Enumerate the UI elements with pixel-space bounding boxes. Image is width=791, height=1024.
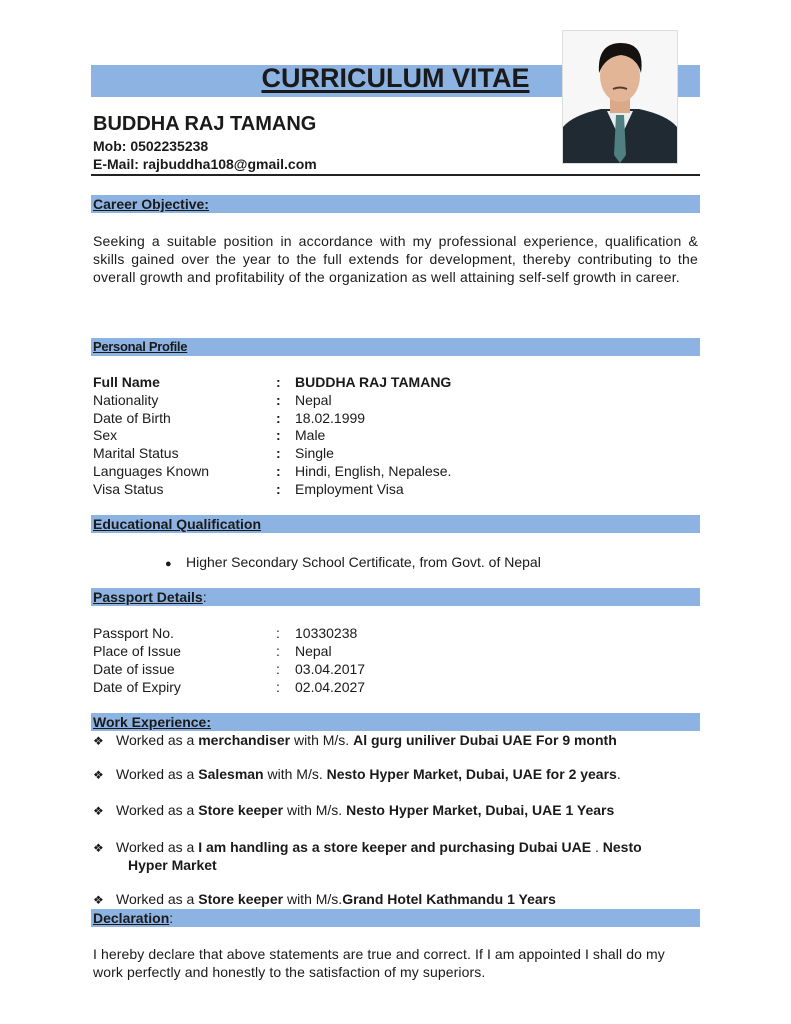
work-company: Hyper Market [128, 857, 217, 873]
profile-label: Visa Status [93, 481, 164, 497]
passport-heading-text: Passport Details [93, 589, 203, 605]
passport-label: Place of Issue [93, 643, 181, 659]
education-text: Higher Secondary School Certificate, from Govt. of Nepal [186, 554, 541, 570]
profile-value: Male [295, 427, 326, 443]
passport-heading [93, 588, 207, 606]
work-item [93, 766, 703, 784]
career-objective-text: Seeking a suitable position in accordance with my professional experience, qualification & skills gained over the year to the full extends for development, thereby contributing to the overall growth and profitability of the organization as well attaining self-self growth in career. [93, 233, 698, 285]
work-text: Worked as a [116, 839, 199, 855]
work-text: Worked as a [116, 891, 199, 907]
work-role: Salesman [198, 766, 264, 782]
colon: : [276, 679, 280, 695]
work-text: Worked as a [116, 766, 199, 782]
work-item [93, 732, 703, 750]
diamond-bullet-icon: ❖ [93, 893, 104, 907]
work-text: . [616, 766, 621, 782]
passport-label: Passport No. [93, 625, 174, 641]
work-experience-heading: Work Experience: [93, 714, 212, 730]
colon: : [276, 445, 281, 461]
diamond-bullet-icon: ❖ [93, 768, 104, 782]
work-company: Grand Hotel Kathmandu 1 Years [342, 891, 556, 907]
work-text: Worked as a [116, 802, 199, 818]
candidate-name: BUDDHA RAJ TAMANG [93, 113, 317, 135]
header-divider [91, 174, 700, 176]
work-item [93, 802, 703, 820]
heading-colon: : [169, 910, 174, 926]
profile-label: Marital Status [93, 445, 179, 461]
colon: : [276, 661, 280, 677]
colon: : [276, 481, 281, 497]
work-role: Store keeper [198, 802, 284, 818]
declaration-heading [93, 909, 173, 927]
work-text: with M/s. [290, 732, 354, 748]
declaration-text: I hereby declare that above statements are true and correct. If I am appointed I shall do my work perfectly and honestly to the satisfaction of my superiors. [93, 946, 665, 980]
work-item [93, 839, 703, 874]
personal-profile-heading: Personal Profile [93, 339, 188, 354]
profile-value: Employment Visa [295, 481, 404, 497]
profile-value: BUDDHA RAJ TAMANG [295, 374, 452, 390]
profile-value: Nepal [295, 392, 332, 408]
colon: : [276, 392, 281, 408]
profile-label: Date of Birth [93, 410, 171, 426]
work-company: Nesto [602, 839, 642, 855]
page-title: CURRICULUM VITAE [261, 63, 530, 93]
profile-label: Nationality [93, 392, 159, 408]
colon: : [276, 643, 280, 659]
passport-value: 02.04.2027 [295, 679, 366, 695]
work-company: Nesto Hyper Market, Dubai, UAE 1 Years [346, 802, 615, 818]
declaration-bar [91, 909, 700, 927]
profile-value: Single [295, 445, 334, 461]
colon: : [276, 374, 281, 390]
colon: : [276, 463, 281, 479]
profile-value: 18.02.1999 [295, 410, 366, 426]
work-text: . [591, 839, 603, 855]
education-heading: Educational Qualification [93, 516, 262, 532]
passport-value: 10330238 [295, 625, 358, 641]
profile-label: Languages Known [93, 463, 209, 479]
work-text: with M/s. [263, 766, 327, 782]
profile-label: Sex [93, 427, 118, 443]
diamond-bullet-icon: ❖ [93, 734, 104, 748]
work-text: Worked as a [116, 732, 199, 748]
diamond-bullet-icon: ❖ [93, 841, 104, 855]
passport-value: 03.04.2017 [295, 661, 366, 677]
work-text: with M/s. [283, 802, 347, 818]
colon: : [276, 427, 281, 443]
diamond-bullet-icon: ❖ [93, 804, 104, 818]
email-address[interactable]: E-Mail: rajbuddha108@gmail.com [93, 156, 317, 172]
passport-value: Nepal [295, 643, 332, 659]
profile-photo [563, 31, 677, 163]
career-objective-heading: Career Objective: [93, 196, 209, 212]
work-role: I am handling as a store keeper and purchasing Dubai UAE [198, 839, 592, 855]
profile-label: Full Name [93, 374, 160, 390]
work-role: Store keeper [198, 891, 284, 907]
colon: : [276, 625, 280, 641]
passport-label: Date of issue [93, 661, 175, 677]
mobile-number: Mob: 0502235238 [93, 138, 209, 154]
bullet-icon: ● [165, 558, 172, 570]
work-text: with M/s. [283, 891, 343, 907]
education-item [165, 553, 541, 573]
work-item [93, 891, 703, 909]
profile-value: Hindi, English, Nepalese. [295, 463, 452, 479]
passport-label: Date of Expiry [93, 679, 181, 695]
work-role: merchandiser [198, 732, 291, 748]
work-company: Nesto Hyper Market, Dubai, UAE for 2 years [326, 766, 617, 782]
heading-colon: : [202, 589, 207, 605]
colon: : [276, 410, 281, 426]
work-company: Al gurg uniliver Dubai UAE For 9 month [353, 732, 617, 748]
declaration-heading-text: Declaration [93, 910, 170, 926]
